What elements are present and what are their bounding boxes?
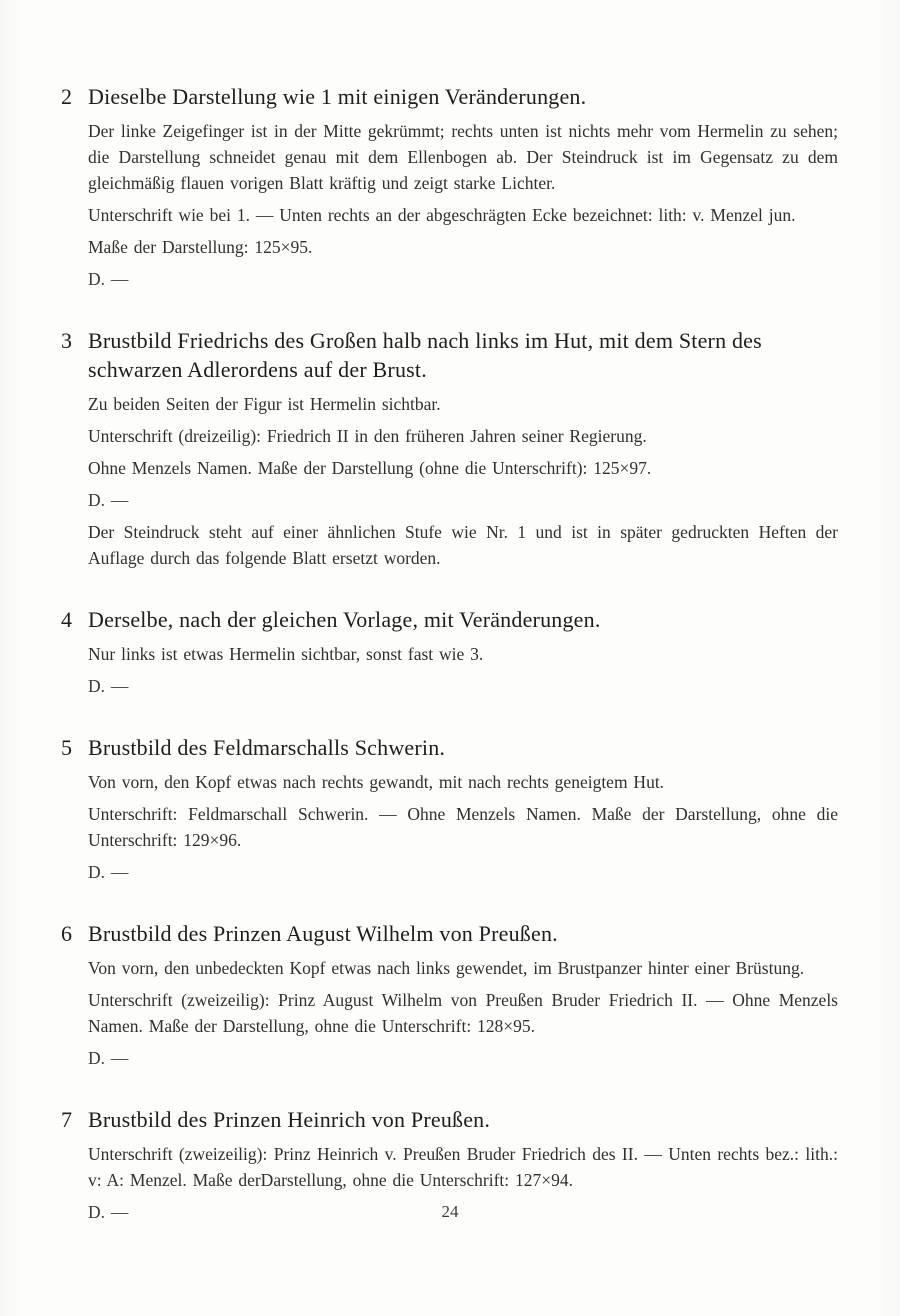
entry-number: 7 — [61, 1107, 73, 1132]
entry-paragraph: Unterschrift (zweizeilig): Prinz Heinrich v. Preußen Bruder Friedrich des II. — Unten rechts bez.: lith.: v: A: Menzel. Maße derDarstellung, ohne die Unterschrift: 127×94. — [88, 1144, 838, 1190]
entry-title-text: Brustbild des Feldmarschalls Schwerin. — [88, 735, 446, 760]
entry-title-text: Brustbild des Prinzen August Wilhelm von Preußen. — [88, 921, 558, 946]
entry-paragraph: Unterschrift: Feldmarschall Schwerin. — Ohne Menzels Namen. Maße der Darstellung, ohne die Unterschrift: 129×96. — [88, 804, 838, 850]
entry-number: 2 — [61, 84, 73, 109]
entry-paragraph: Maße der Darstellung: 125×95. — [88, 237, 313, 257]
entry-title — [61, 733, 838, 762]
entry-dimension-note: D. — — [88, 1048, 129, 1068]
page-number: 24 — [441, 1202, 459, 1221]
entry-3 — [61, 326, 838, 571]
entry-title-text: Derselbe, nach der gleichen Vorlage, mit Veränderungen. — [88, 607, 601, 632]
entry-title-text: Brustbild Friedrichs des Großen halb nach links im Hut, mit dem Stern des schwarzen Adlerordens auf der Brust. — [88, 328, 762, 382]
entry-title — [61, 919, 838, 948]
entries — [61, 82, 838, 1231]
entry-paragraph: Der Steindruck steht auf einer ähnlichen Stufe wie Nr. 1 und ist in später gedruckten Heften der Auflage durch das folgende Blatt ersetzt worden. — [88, 522, 838, 568]
entry-number: 5 — [61, 735, 73, 760]
entry-6 — [61, 919, 838, 1071]
entry-number: 3 — [61, 328, 73, 353]
entry-paragraph: Von vorn, den unbedeckten Kopf etwas nach links gewendet, im Brustpanzer hinter einer Brüstung. — [88, 958, 805, 978]
entry-dimension-note: D. — — [88, 676, 129, 696]
entry-dimension-note: D. — — [88, 1202, 129, 1222]
entry-4 — [61, 605, 838, 699]
entry-number: 4 — [61, 607, 73, 632]
entry-title — [61, 326, 838, 384]
entry-dimension-note: D. — — [88, 862, 129, 882]
entry-paragraph: Von vorn, den Kopf etwas nach rechts gewandt, mit nach rechts geneigtem Hut. — [88, 772, 665, 792]
entry-title — [61, 82, 838, 111]
entry-paragraph: Unterschrift (zweizeilig): Prinz August Wilhelm von Preußen Bruder Friedrich II. — Ohne Menzels Namen. Maße der Darstellung, ohne die Unterschrift: 128×95. — [88, 990, 838, 1036]
entry-5 — [61, 733, 838, 885]
entry-paragraph: Der linke Zeigefinger ist in der Mitte gekrümmt; rechts unten ist nichts mehr vom Hermelin zu sehen; die Darstellung schneidet genau mit dem Ellenbogen ab. Der Steindruck ist im Gegensatz zu dem gleichmäßig flauen vorigen Blatt kräftig und zeigt starke Lichter. — [88, 121, 838, 193]
entry-dimension-note: D. — — [88, 490, 129, 510]
entry-title — [61, 605, 838, 634]
entry-paragraph: Nur links ist etwas Hermelin sichtbar, sonst fast wie 3. — [88, 644, 484, 664]
entry-title — [61, 1105, 838, 1134]
entry-paragraph: Ohne Menzels Namen. Maße der Darstellung (ohne die Unterschrift): 125×97. — [88, 458, 652, 478]
entry-paragraph: Zu beiden Seiten der Figur ist Hermelin sichtbar. — [88, 394, 441, 414]
entry-paragraph: Unterschrift wie bei 1. — Unten rechts an der abgeschrägten Ecke bezeichnet: lith: v. Menzel jun. — [88, 205, 796, 225]
entry-paragraph: Unterschrift (dreizeilig): Friedrich II in den früheren Jahren seiner Regierung. — [88, 426, 647, 446]
entry-number: 6 — [61, 921, 73, 946]
entry-title-text: Brustbild des Prinzen Heinrich von Preußen. — [88, 1107, 491, 1132]
entry-dimension-note: D. — — [88, 269, 129, 289]
entry-2 — [61, 82, 838, 292]
entry-title-text: Dieselbe Darstellung wie 1 mit einigen Veränderungen. — [88, 84, 587, 109]
